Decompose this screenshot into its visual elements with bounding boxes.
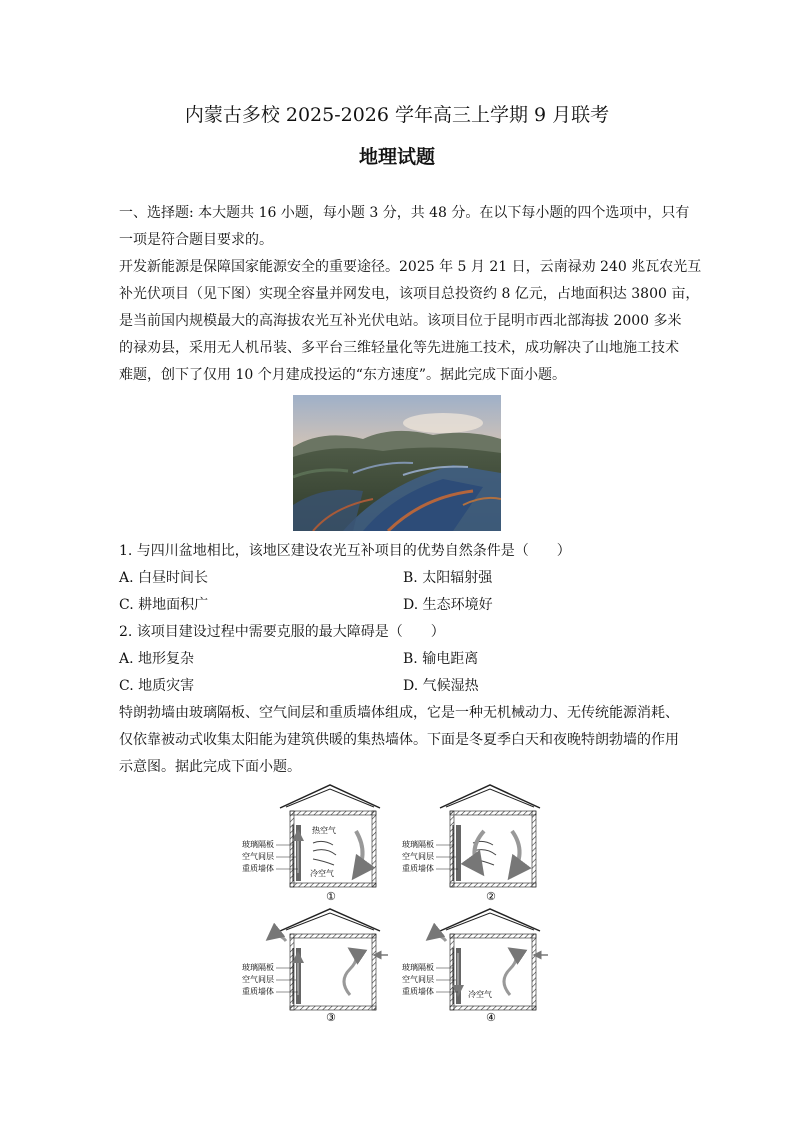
- section-instruction-line-1: 一、选择题: 本大题共 16 小题，每小题 3 分，共 48 分。在以下每小题的四个选项中，只有: [119, 205, 690, 221]
- q2-stem: 2. 该项目建设过程中需要克服的最大障碍是（ ）: [119, 624, 445, 640]
- diagram-number-3: ③: [326, 1011, 336, 1023]
- q2-option-b: B. 输电距离: [403, 651, 479, 667]
- passage1-line-2: 补光伏项目（见下图）实现全容量并网发电，该项目总投资约 8 亿元，占地面积达 3800 亩，: [119, 286, 700, 302]
- diagram-1: [242, 785, 380, 903]
- heavy-wall-label-1: 重质墙体: [242, 864, 274, 873]
- glass-label-3: 玻璃隔板: [242, 963, 274, 972]
- diagram-4: [402, 909, 548, 1023]
- diagram-number-4: ④: [486, 1011, 496, 1023]
- glass-label-1: 玻璃隔板: [242, 840, 274, 849]
- q1-option-a: A. 白昼时间长: [119, 570, 209, 586]
- diagram-3: [242, 909, 388, 1023]
- solar-farm-photo: [293, 395, 501, 531]
- q2-option-d: D. 气候湿热: [403, 678, 479, 694]
- exam-subtitle: 地理试题: [358, 146, 435, 168]
- section-instruction-line-2: 一项是符合题目要求的。: [119, 232, 273, 248]
- air-layer-label-3: 空气间层: [242, 975, 274, 984]
- cold-air-label-4: 冷空气: [468, 990, 492, 999]
- q1-stem: 1. 与四川盆地相比，该地区建设农光互补项目的优势自然条件是（ ）: [119, 543, 571, 559]
- passage1-line-3: 是当前国内规模最大的高海拔农光互补光伏电站。该项目位于昆明市西北部海拔 2000 多米: [119, 313, 682, 329]
- passage1-line-5: 难题，创下了仅用 10 个月建成投运的“东方速度”。据此完成下面小题。: [119, 367, 567, 383]
- q1-option-d: D. 生态环境好: [403, 597, 493, 613]
- heavy-wall-label-4: 重质墙体: [402, 987, 434, 996]
- heavy-wall-label-3: 重质墙体: [242, 987, 274, 996]
- passage2-line-2: 仅依靠被动式收集太阳能为建筑供暖的集热墙体。下面是冬夏季白天和夜晚特朗勃墙的作用: [119, 732, 679, 748]
- passage2-line-3: 示意图。据此完成下面小题。: [119, 759, 301, 775]
- air-layer-label-1: 空气间层: [242, 852, 274, 861]
- q1-option-b: B. 太阳辐射强: [403, 570, 493, 586]
- q2-option-c: C. 地质灾害: [119, 678, 195, 694]
- heavy-wall-label-2: 重质墙体: [402, 864, 434, 873]
- exam-title: 内蒙古多校 2025-2026 学年高三上学期 9 月联考: [184, 104, 610, 126]
- glass-label-2: 玻璃隔板: [402, 840, 434, 849]
- passage2-line-1: 特朗勃墙由玻璃隔板、空气间层和重质墙体组成，它是一种无机械动力、无传统能源消耗、: [119, 705, 679, 721]
- hot-air-label: 热空气: [312, 826, 336, 835]
- diagram-number-2: ②: [486, 890, 496, 903]
- passage1-line-1: 开发新能源是保障国家能源安全的重要途径。2025 年 5 月 21 日，云南禄劝 240 兆瓦农光互: [119, 259, 702, 275]
- trombe-wall-diagrams: [238, 783, 558, 1023]
- cold-air-label: 冷空气: [310, 869, 334, 878]
- diagram-number-1: ①: [326, 890, 336, 903]
- glass-label-4: 玻璃隔板: [402, 963, 434, 972]
- air-layer-label-4: 空气间层: [402, 975, 434, 984]
- passage1-line-4: 的禄劝县，采用无人机吊装、多平台三维轻量化等先进施工技术，成功解决了山地施工技术: [119, 340, 679, 356]
- q2-option-a: A. 地形复杂: [119, 651, 195, 667]
- air-layer-label-2: 空气间层: [402, 852, 434, 861]
- q1-option-c: C. 耕地面积广: [119, 597, 209, 613]
- diagram-2: [402, 785, 540, 903]
